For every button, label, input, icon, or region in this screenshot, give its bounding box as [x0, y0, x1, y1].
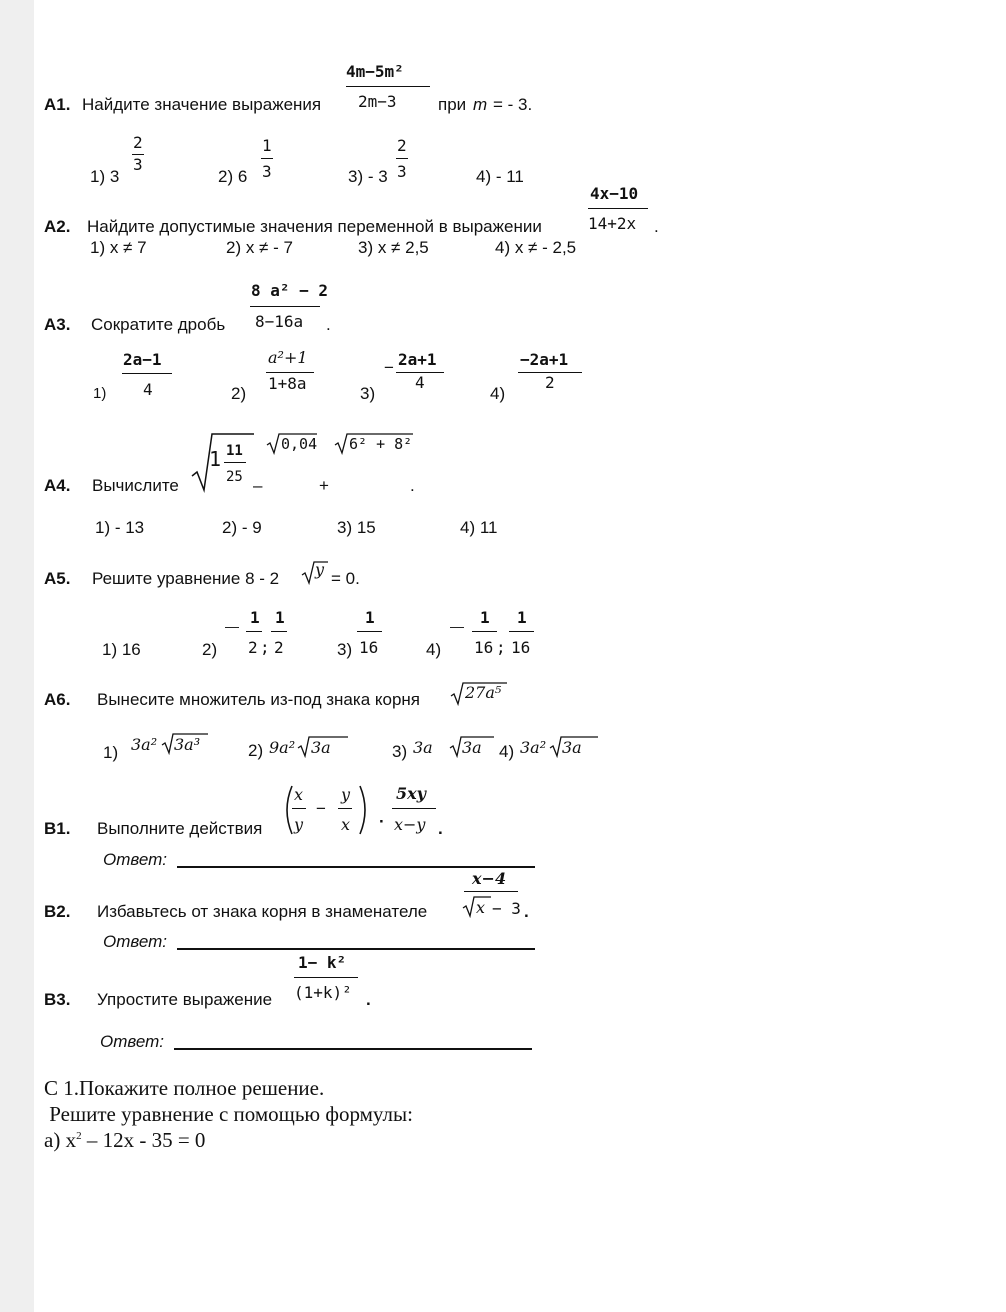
answer-option-4: 4) x ≠ - 2,5 — [495, 238, 577, 257]
answer-option-2: 2) x ≠ - 7 — [226, 238, 293, 257]
option-minus: − — [384, 358, 394, 377]
frac-y-den: y — [294, 815, 304, 834]
question-id: B3. — [44, 990, 71, 1009]
denominator-tail: − 3 — [492, 899, 521, 918]
answer-option-2-label: 2) — [231, 384, 247, 403]
answer-label: Ответ: — [100, 1032, 165, 1051]
question-text: Решите уравнение 8 - 2 — [92, 569, 280, 588]
option-frac-num: 1 — [250, 608, 260, 627]
fraction-denominator: x−y — [394, 815, 426, 834]
answer-option-4-label: 4) — [490, 384, 506, 403]
minus-sign: – — [253, 476, 263, 495]
fraction-bar — [246, 631, 262, 632]
answer-option-4-label: 4) — [499, 742, 515, 761]
sqrt-sign — [190, 432, 256, 494]
option-coefficient: 3a² — [520, 738, 547, 757]
question-text: Избавьтесь от знака корня в знаменателе — [97, 902, 428, 921]
option-frac-den: 1+8a — [268, 374, 307, 393]
option-frac-den: 16 — [474, 638, 494, 657]
radicand: 27a⁵ — [465, 683, 502, 702]
fraction-bar — [464, 891, 518, 892]
option-frac-num: 2 — [133, 133, 143, 152]
fraction-bar — [292, 808, 306, 809]
c1-instruction: Решите уравнение с помощью формулы: — [44, 1102, 413, 1126]
option-frac-num: 1 — [275, 608, 285, 627]
fraction-numerator: 4x−10 — [590, 184, 639, 203]
option-frac-den: 2 — [274, 638, 284, 657]
answer-option-1: 1) x ≠ 7 — [90, 238, 147, 257]
radicand: 3a — [462, 738, 482, 757]
option-frac-den: 16 — [511, 638, 531, 657]
answer-option-1-label: 1) — [103, 743, 119, 762]
mixed-whole: 1 — [209, 447, 222, 471]
question-id: A4. — [44, 476, 71, 495]
option-frac-den: 3 — [133, 155, 143, 174]
fraction-numerator: x−4 — [472, 869, 507, 888]
option-coefficient: 9a² — [269, 738, 296, 757]
question-id: A5. — [44, 569, 71, 588]
equation-start: а) x — [44, 1128, 77, 1152]
option-dash: — — [450, 618, 464, 634]
answer-line[interactable] — [177, 948, 535, 950]
option-frac-num: 2 — [397, 136, 407, 155]
fraction-bar — [224, 462, 246, 463]
answer-option-3: 3) 15 — [337, 518, 376, 537]
radicand: 3a³ — [174, 735, 201, 754]
option-frac-num: 1 — [480, 608, 490, 627]
fraction-numerator: 1− k² — [298, 953, 347, 972]
option-frac-num: 1 — [365, 608, 375, 627]
radicand: x — [476, 898, 486, 917]
question-id: A2. — [44, 217, 71, 236]
frac-x-num: x — [294, 785, 304, 804]
question-text: Найдите значение выражения — [82, 95, 322, 114]
answer-option-1: 1) - 13 — [95, 518, 145, 537]
plus-sign: + — [319, 476, 329, 495]
option-frac-num: 1 — [262, 136, 272, 155]
fraction-bar — [338, 808, 352, 809]
fraction-bar — [266, 372, 314, 373]
radicand: 3a — [562, 738, 582, 757]
fraction-bar — [357, 631, 382, 632]
equation-exponent: 2 — [76, 1130, 82, 1142]
fraction-denominator: 8−16a — [255, 312, 304, 331]
option-frac-den: 16 — [359, 638, 379, 657]
fraction-numerator: 5xy — [396, 784, 426, 803]
condition-var: m — [473, 95, 488, 114]
answer-option-3: 3) - 3 — [348, 167, 388, 186]
answer-option-1: 1) 16 — [102, 640, 141, 659]
punctuation: . — [326, 315, 331, 334]
answer-option-3: 3) x ≠ 2,5 — [358, 238, 429, 257]
punctuation: . — [654, 217, 659, 236]
condition-text: при — [438, 95, 467, 114]
question-id: A1. — [44, 95, 71, 114]
punctuation: . — [524, 902, 529, 921]
fraction-denominator: 14+2x — [588, 214, 637, 233]
frac-x-den: x — [341, 815, 351, 834]
answer-option-1-label: 1) — [93, 385, 107, 402]
radicand: y — [315, 560, 325, 579]
question-text: Сократите дробь — [91, 315, 226, 334]
option-frac-den: 2 — [545, 373, 555, 392]
fraction-bar — [346, 86, 430, 87]
fraction-bar — [588, 208, 648, 209]
fraction-bar — [392, 808, 436, 809]
answer-option-4-label: 4) — [426, 640, 442, 659]
fraction-bar — [509, 631, 534, 632]
punctuation: . — [410, 476, 415, 495]
answer-option-4: 4) - 11 — [476, 167, 524, 186]
minus-sign: − — [316, 799, 326, 818]
answer-option-3-label: 3) — [392, 742, 408, 761]
equation-rest: – 12x - 35 = 0 — [81, 1128, 206, 1152]
answer-option-3-label: 3) — [360, 384, 376, 403]
left-gutter — [0, 0, 34, 1312]
frac-y-num: y — [341, 785, 351, 804]
question-text: Найдите допустимые значения переменной в выражении — [87, 217, 542, 236]
fraction-bar — [271, 631, 287, 632]
answer-line[interactable] — [177, 866, 535, 868]
fraction-denominator: (1+k)² — [294, 983, 352, 1002]
option-coefficient: 3a² — [131, 735, 158, 754]
option-separator: ; — [496, 638, 506, 657]
question-id: A3. — [44, 315, 71, 334]
question-text: Вычислите — [92, 476, 179, 495]
answer-option-2-label: 2) — [202, 640, 218, 659]
fraction-bar — [294, 977, 358, 978]
answer-option-3-label: 3) — [337, 640, 353, 659]
fraction-numerator: 4m−5m² — [346, 62, 404, 81]
answer-option-1: 1) 3 — [90, 167, 120, 186]
fraction-numerator: 8 a² − 2 — [251, 281, 329, 300]
option-frac-den: 2 — [248, 638, 258, 657]
radicand: 3a — [311, 738, 331, 757]
answer-line[interactable] — [174, 1048, 532, 1050]
question-id: B1. — [44, 819, 71, 838]
fraction-bar — [122, 373, 172, 374]
answer-option-2: 2) - 9 — [222, 518, 262, 537]
option-frac-den: 4 — [143, 380, 153, 399]
c1-equation — [44, 1128, 205, 1153]
option-frac-den: 4 — [415, 373, 425, 392]
option-coefficient: 3a — [413, 738, 433, 757]
c1-heading: С 1.Покажите полное решение. — [44, 1076, 325, 1100]
question-id: B2. — [44, 902, 71, 921]
option-frac-num: 1 — [517, 608, 527, 627]
condition-value: = - 3. — [493, 95, 533, 114]
radicand: 0,04 — [281, 435, 318, 453]
mixed-frac-num: 11 — [226, 443, 243, 459]
punctuation: . — [366, 990, 371, 1009]
question-text: Вынесите множитель из-под знака корня — [97, 690, 420, 709]
question-text: Упростите выражение — [97, 990, 273, 1009]
question-text: Выполните действия — [97, 819, 263, 838]
radicand: 6² + 8² — [349, 435, 413, 453]
left-paren — [282, 784, 294, 836]
equation-tail: = 0. — [331, 569, 360, 588]
answer-option-2-label: 2) — [248, 741, 264, 760]
option-dash: — — [225, 618, 239, 634]
mixed-frac-den: 25 — [226, 469, 243, 485]
option-frac-num: −2a+1 — [520, 350, 569, 369]
option-frac-num: 2a+1 — [398, 350, 437, 369]
answer-option-4: 4) 11 — [460, 518, 498, 537]
option-frac-num: a²+1 — [268, 348, 308, 367]
option-separator: ; — [260, 638, 270, 657]
answer-label: Ответ: — [103, 932, 168, 951]
punctuation: . — [438, 819, 443, 838]
fraction-bar — [396, 158, 408, 159]
multiply-dot: · — [379, 812, 385, 831]
option-frac-num: 2a−1 — [123, 350, 162, 369]
fraction-bar — [472, 631, 497, 632]
option-frac-den: 3 — [397, 162, 407, 181]
answer-option-2: 2) 6 — [218, 167, 248, 186]
option-frac-den: 3 — [262, 162, 272, 181]
question-id: A6. — [44, 690, 71, 709]
right-paren — [358, 784, 370, 836]
fraction-bar — [261, 158, 273, 159]
fraction-bar — [250, 306, 320, 307]
answer-label: Ответ: — [103, 850, 168, 869]
fraction-denominator: 2m−3 — [358, 92, 397, 111]
